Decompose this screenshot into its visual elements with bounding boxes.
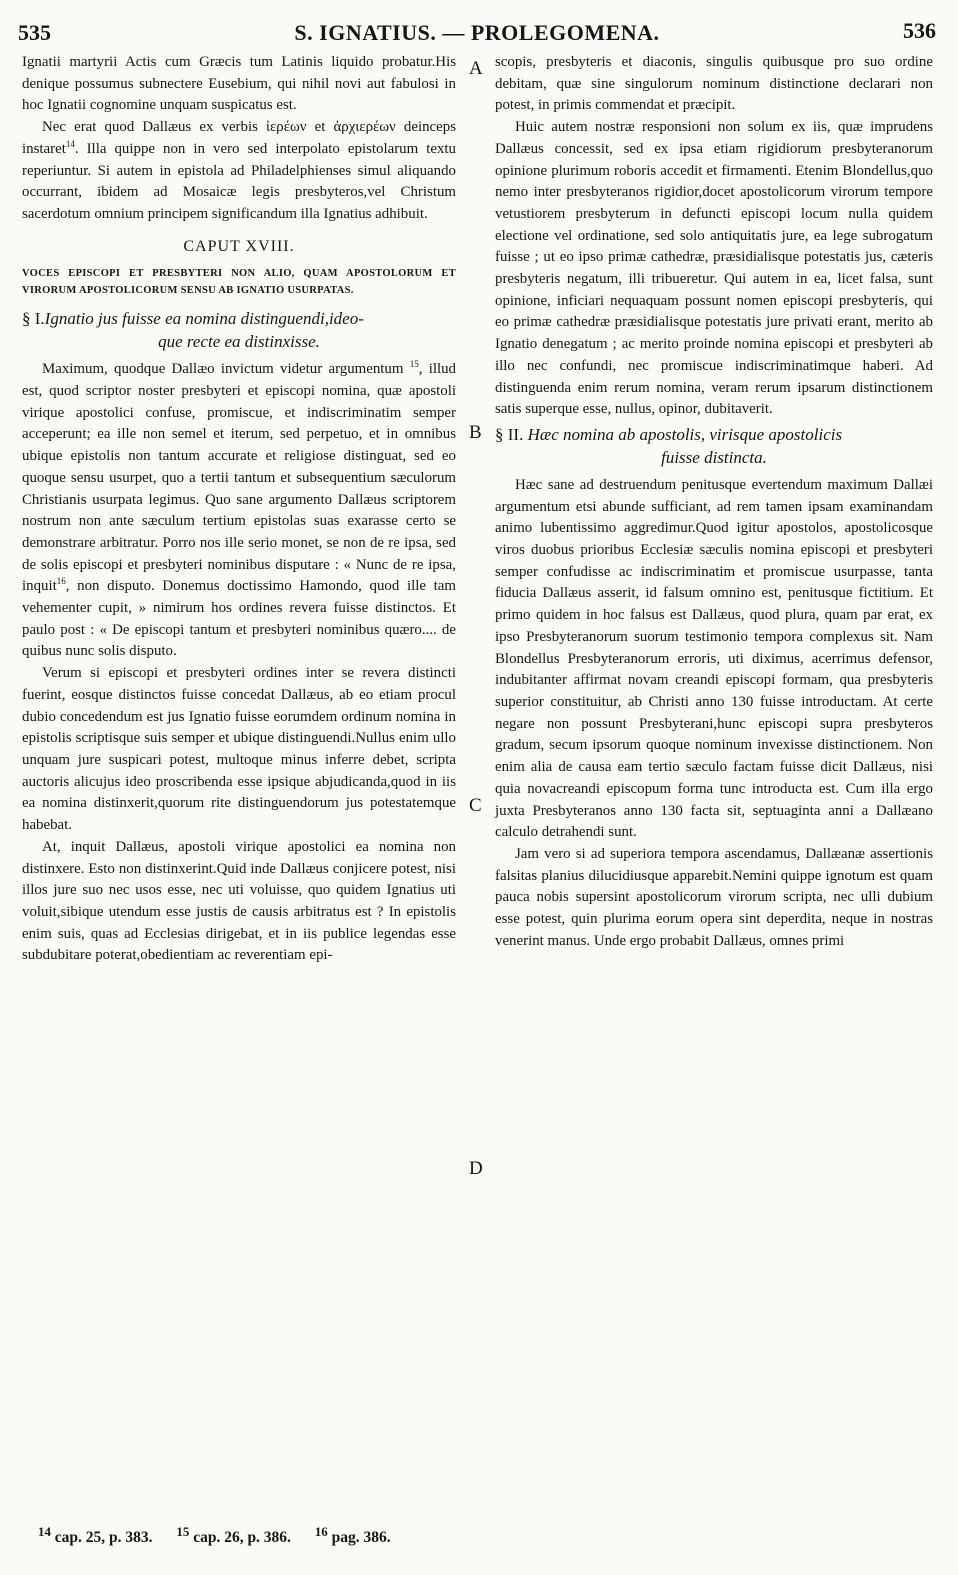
paragraph-text: , non disputo. Donemus doctissimo Hamondo, quod ille tam vehementer cupit, » nimirum hos ordines revera fuisse distinctos. Et paulo post : « De episcopi tantum et presbyteri nominibus quæro.... de quibus nunc solis disputo.: [22, 578, 456, 660]
footnotes: [38, 1524, 411, 1547]
paragraph-text: . Illa quippe non in vero sed interpolato epistolarum textu reperiuntur. Si autem in epistola ad Philadelphienses simul aliquando occurrant, ibidem ad Mosaicæ legis presbyteros,vel Christum sacerdotum omnium principem significandum illa Ignatius adhibuit.: [22, 140, 456, 222]
footnote: [176, 1524, 301, 1547]
chapter-heading: CAPUT XVIII.: [183, 237, 295, 255]
footnote-text: cap. 26, p. 386.: [189, 1529, 291, 1547]
footnote: [38, 1524, 163, 1547]
paragraph: Ignatii martyrii Actis cum Græcis tum Latinis liquido probatur.His denique possumus subnectere Eusebium, qui nihil novi aut fabulosi in hoc Ignatii cognomine unquam suspicatus est.: [22, 54, 456, 114]
footnote-number: 16: [314, 1524, 328, 1539]
chapter-rubric: VOCES EPISCOPI ET PRESBYTERI NON ALIO, QUAM APOSTOLORUM ET VIRORUM APOSTOLICORUM SENSU AB IGNATIO USURPATAS.: [22, 268, 456, 297]
paragraph: [22, 117, 456, 226]
section-number: § II.: [495, 424, 524, 444]
footnote-number: 15: [176, 1524, 190, 1539]
margin-marker-c: C: [469, 795, 482, 816]
margin-marker-d: D: [469, 1158, 483, 1179]
margin-marker-a: A: [469, 58, 483, 79]
footnote-ref: 14: [65, 138, 75, 149]
paragraph: Hæc sane ad destruendum penitusque evertendum maximum Dallæi argumentum etsi abunde sufficiant, ad rem tamen ipsam examinandam animo lubentissimo aggredimur.Quod igitur apostolos, apostolicosque viros duobus prioribus Ecclesiæ sæculis nomina episcopi et presbyteri semper confudisse ac indiscriminatim et promiscue usurpasse, tanta fiducia Dallæus asserit, id falsum omnino est, penitusque fictitium. Et primo quidem in hoc falsus est Dallæus, quod plura, quam par erat, ex ipso Presbyteranorum suorum testimonio tempora complexus sit. Nam Blondellus Presbyteranorum erroris, uti diximus, acerrimus defensor, indubitanter affirmat novam creandi episcopi formam, qua presbyteris superior constituitur, ab Christi anno 130 fuisse introductam. At certe negare non possunt Presbyterani,hunc episcopi supra presbyteros gradum, secum ipsorum quoque nominum invexisse distinctionem. Non enim alia de causa eam tertio sæculo factam fuisse dicit Dallæus, nisi quia novacreandi episcopum forma tunc introducta est. Cum illa ergo juxta Presbyteranos anno 130 facta sit, septuaginta anni a Dallæano calculo detrahendi sunt.: [495, 476, 933, 841]
right-column: [495, 52, 933, 952]
page-number-right: 536: [903, 18, 936, 43]
paragraph-text: , illud est, quod scriptor noster presbyteri et episcopi nomina, quæ apostoli virique apostolici confuse, promiscue, et indiscriminatim semper acceperunt; ea ille non semel et iterum, sed perpetuo, et in omnibus ubique epistolis non tantum accurate et religiose distinguat, sed eo quoque sensu usurpet, quo a tertii tantum et subsequentium sæculorum Christianis usurpata legimus. Quo sane argumento Dallæus scriptorem nostrum non ante sæculum tertium epistolas suas exarasse certo se demonstrare arbitratur. Porro nos ille serio monet, se non de re ipsa, sed de solis episcopi et presbyteri nominibus disputare : « Nunc de re ipsa, inquit: [22, 361, 456, 595]
paragraph: Verum si episcopi et presbyteri ordines inter se revera distincti fuerint, eosque distinctos fuisse concedat Dallæus, ab eo etiam procul dubio concedendum est jus Ignatio fuisse eorumdem ordinum nomina in epistolis scriptisque suis semper et ubique distinguendi.Nullus enim ullo unquam jure suspicari potest, multoque minus inferre debet, scripta auctoris alicujus ideo proscribenda esse ipsique abjudicanda,quod in iis ea nomina distinxerit,quorum rite distinguendorum jus potestatemque habebat.: [22, 665, 456, 834]
paragraph: scopis, presbyteris et diaconis, singulis quibusque pro suo ordine debitam, quæ sine singulorum nominum distinctione declarari non potest, in primis commendat et præcipit.: [495, 54, 933, 114]
paragraph: Huic autem nostræ responsioni non solum ex iis, quæ imprudens Dallæus concessit, sed ex ipsa etiam rigidiorum presbyteranorum opinione plurimum roboris accedit et firmamenti. Etenim Blondellus,quo nemo inter presbyteranos rigidior,docet apostolicorum virorum tempore vetustiorem presbyterum in defuncti episcopi locum nulla quidem electione vel ordinatione, sed solo antiquitatis jure, ea lege subrogatum fuisse ; ut eo ipso primæ cathedræ, præsidialisque potestatis jus, cæteris presbyteris negatum, illi tribueretur. Qui autem in ea, licet falsa, sunt opinione, inficiari nequaquam possunt nomen episcopi presbyteris, qui eo primæ cathedræ præsidialisque potestatis jure privati erant, merito ab Ignatio denegatum ; ac merito proinde nomina episcopi et presbyteri ab illo nec confundi, nec promiscue indiscriminatimque haberi. Ad distinguenda enim rerum nomina, veram rerum ipsarum distinctionem satis superque esse, nullus, opinor, dubitaverit.: [495, 119, 933, 418]
section-title-line: que recte ea distinxisse.: [158, 332, 320, 352]
footnote-ref: 16: [56, 576, 66, 587]
paragraph: At, inquit Dallæus, apostoli virique apostolici ea nomina non distinxere. Esto non distinxerint.Quid inde Dallæus conjicere potest, nisi illos jure suo nec usos esse, nec uti voluisse, quo quidem Ignatius uti voluit,sibique utendum esse justis de causis arbitratus est ? In epistolis enim suis, quas ad Ecclesias dirigebat, et in iis publice legendas esse subdubitare poterat,obedientiam ac reverentiam epi-: [22, 838, 456, 964]
section-title-line: fuisse distincta.: [661, 447, 767, 467]
footnote-ref: 15: [409, 359, 419, 370]
margin-marker-b: B: [469, 422, 482, 443]
page-number-left: 535: [18, 20, 51, 45]
footnote-text: pag. 386.: [327, 1529, 391, 1547]
paragraph: [22, 359, 456, 663]
running-header: [18, 14, 936, 48]
footnote: [314, 1524, 401, 1547]
section-title-line: Ignatio jus fuisse ea nomina distinguendi,ideo-: [44, 309, 364, 329]
footnote-number: 14: [38, 1524, 51, 1539]
section-title-line: Hæc nomina ab apostolis, virisque apostolicis: [527, 424, 843, 444]
section-heading: [22, 307, 456, 353]
running-title: S. IGNATIUS. — PROLEGOMENA.: [294, 20, 660, 45]
footnote-text: cap. 25, p. 383.: [50, 1529, 153, 1547]
paragraph-text: Nec erat quod Dallæus ex verbis ἱερέων et ἀρχιερέων deinceps instaret: [22, 119, 456, 157]
section-number: § I.: [22, 309, 45, 329]
section-heading: [495, 423, 933, 469]
left-column: [22, 52, 456, 967]
paragraph: Jam vero si ad superiora tempora ascendamus, Dallæanæ assertionis falsitas planius dilucidiusque apparebit.Nemini quippe ignotum est quam pauca nobis supersint apostolicorum virorum scripta, nec ulli dubium esse potest, quin plurima eorum opera sint deperdita, neque in nostras venerint manus. Unde ergo probabit Dallæus, omnes primi: [495, 845, 933, 949]
paragraph-text: Maximum, quodque Dallæo invictum videtur argumentum: [42, 361, 404, 378]
